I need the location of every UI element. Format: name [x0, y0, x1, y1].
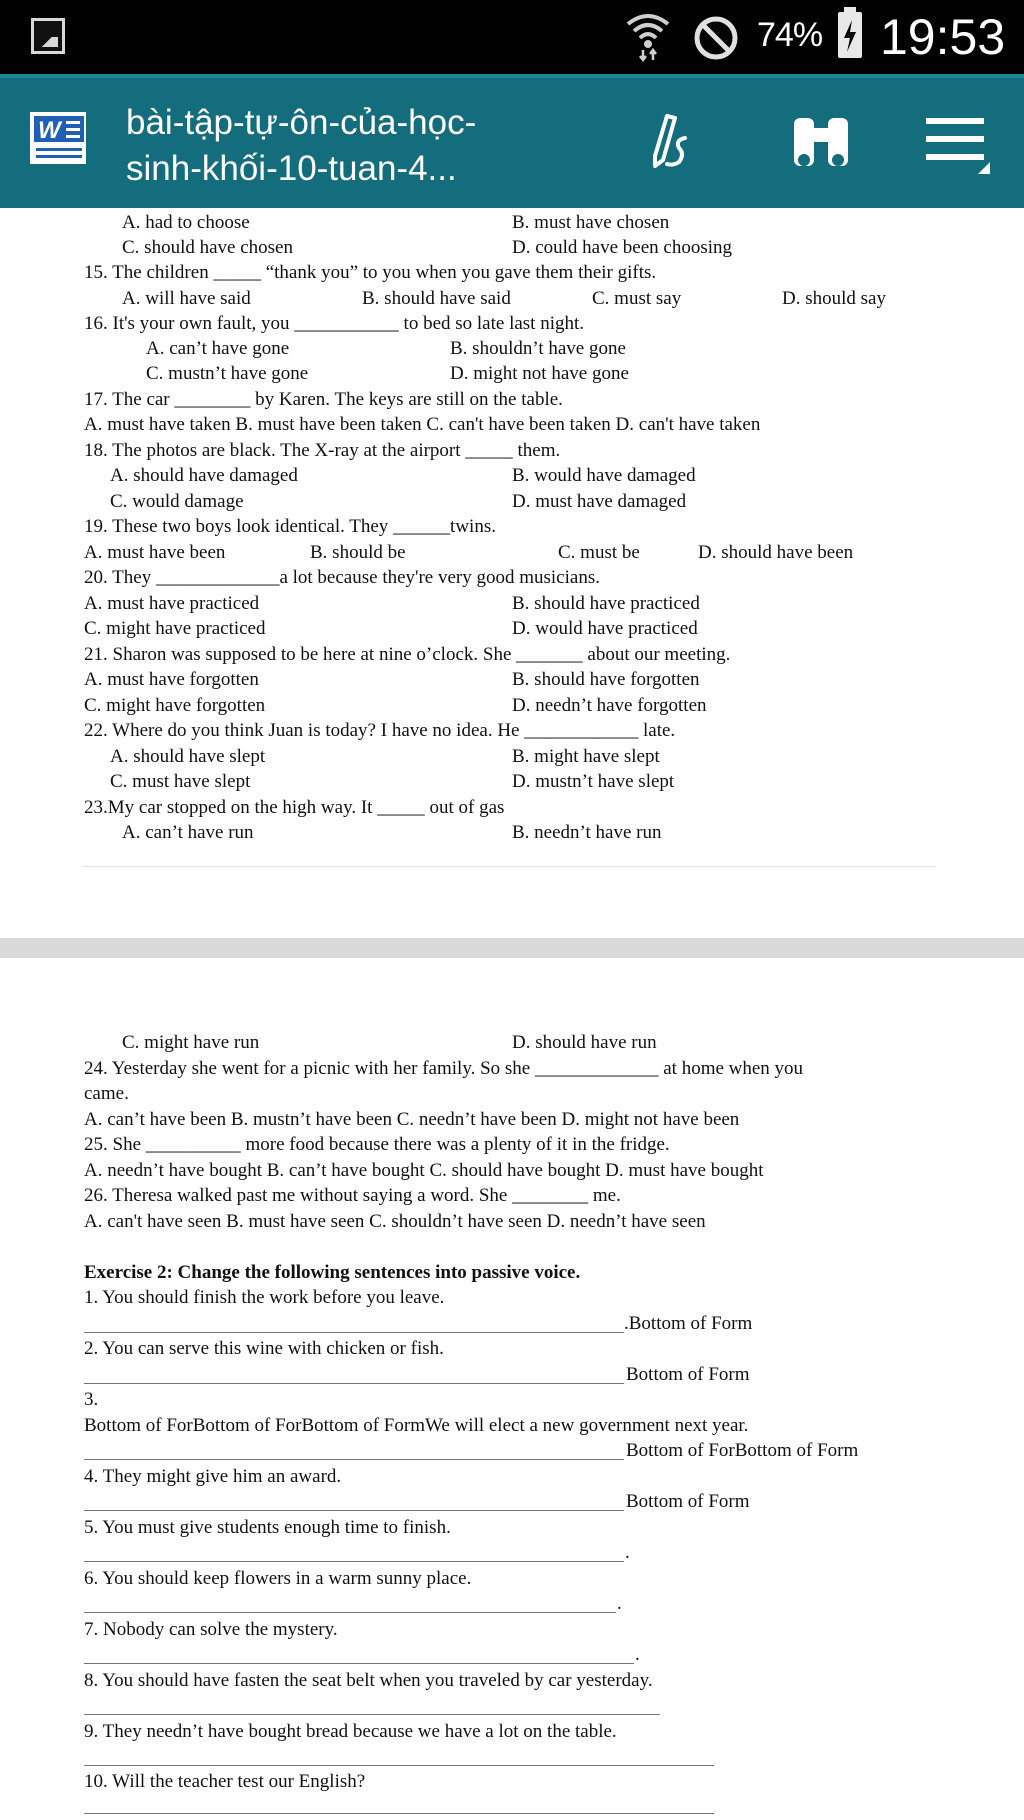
battery-percent: 74% [757, 16, 823, 54]
question-21: 21. Sharon was supposed to be here at nine o’clock. She _______ about our meeting. [84, 644, 731, 665]
svg-text:W: W [38, 117, 61, 144]
sentence-6: 6. You should keep flowers in a warm sunny place. [84, 1568, 472, 1589]
q18-option-a: A. should have damaged [110, 465, 298, 486]
sentence-2-tail: Bottom of Form [626, 1364, 750, 1385]
binoculars-icon[interactable] [790, 114, 852, 174]
q15-option-a: A. will have said [122, 288, 251, 309]
q16-option-d: D. might not have gone [450, 363, 629, 384]
q15-option-d: D. should say [782, 288, 886, 309]
question-26: 26. Theresa walked past me without saying a word. She ________ me. [84, 1185, 621, 1206]
q22-option-c: C. must have slept [110, 771, 251, 792]
battery-charging-icon [838, 12, 862, 58]
answer-line-9 [84, 1765, 714, 1766]
question-18: 18. The photos are black. The X-ray at the airport _____ them. [84, 440, 561, 461]
question-15: 15. The children _____ “thank you” to you when you gave them their gifts. [84, 262, 657, 283]
sentence-9: 9. They needn’t have bought bread because we have a lot on the table. [84, 1721, 617, 1742]
q26-options: A. can't have seen B. must have seen C. shouldn’t have seen D. needn’t have seen [84, 1211, 706, 1232]
question-16: 16. It's your own fault, you ___________ to bed so late last night. [84, 313, 585, 334]
q19-option-a: A. must have been [84, 542, 226, 563]
q21-option-d: D. needn’t have forgotten [512, 695, 707, 716]
q14-option-a: A. had to choose [122, 212, 250, 233]
q19-option-d: D. should have been [698, 542, 854, 563]
q21-option-b: B. should have forgotten [512, 669, 700, 690]
sentence-3-tail: Bottom of ForBottom of Form [626, 1440, 859, 1461]
sentence-5-tail: . [625, 1542, 630, 1563]
answer-line-4 [84, 1510, 624, 1511]
question-22: 22. Where do you think Juan is today? I have no idea. He ____________ late. [84, 720, 676, 741]
menu-icon[interactable] [920, 114, 990, 174]
q22-option-b: B. might have slept [512, 746, 660, 767]
sentence-8: 8. You should have fasten the seat belt when you traveled by car yesterday. [84, 1670, 653, 1691]
q22-option-a: A. should have slept [110, 746, 266, 767]
q24-options: A. can’t have been B. mustn’t have been C. needn’t have been D. might not have been [84, 1109, 740, 1130]
q14-option-c: C. should have chosen [122, 237, 293, 258]
q16-option-b: B. shouldn’t have gone [450, 338, 626, 359]
sentence-3-number: 3. [84, 1389, 99, 1410]
q23-option-b: B. needn’t have run [512, 822, 662, 843]
title-line-1: bài-tập-tự-ôn-của-học- [126, 103, 477, 142]
clock: 19:53 [880, 9, 1006, 65]
wifi-icon [625, 10, 671, 62]
sentence-3: Bottom of ForBottom of ForBottom of FormWe will elect a new government next year. [84, 1415, 749, 1436]
edit-pen-icon[interactable] [645, 108, 715, 178]
q19-option-c: C. must be [558, 542, 640, 563]
sentence-6-tail: . [617, 1593, 622, 1614]
q23-option-d: D. should have run [512, 1032, 657, 1053]
q16-option-c: C. mustn’t have gone [146, 363, 309, 384]
status-bar [0, 0, 1024, 74]
answer-line-1 [84, 1332, 624, 1333]
question-17: 17. The car ________ by Karen. The keys are still on the table. [84, 389, 563, 410]
question-19: 19. These two boys look identical. They ______twins. [84, 516, 496, 537]
sentence-5: 5. You must give students enough time to finish. [84, 1517, 451, 1538]
q15-option-c: C. must say [592, 288, 682, 309]
q21-option-c: C. might have forgotten [84, 695, 266, 716]
q18-option-b: B. would have damaged [512, 465, 696, 486]
document-page-2[interactable] [0, 958, 1024, 1820]
answer-line-5 [84, 1561, 624, 1562]
sentence-7-tail: . [635, 1644, 640, 1665]
question-24-continued: came. [84, 1083, 129, 1104]
q20-option-c: C. might have practiced [84, 618, 266, 639]
do-not-disturb-icon [692, 14, 740, 62]
sentence-4: 4. They might give him an award. [84, 1466, 342, 1487]
question-24: 24. Yesterday she went for a picnic with her family. So she _____________ at home when you [84, 1058, 804, 1079]
answer-line-8 [84, 1714, 660, 1715]
title-line-2: sinh-khối-10-tuan-4... [126, 149, 457, 188]
answer-line-7 [84, 1663, 634, 1664]
sentence-1: 1. You should finish the work before you leave. [84, 1287, 445, 1308]
q19-option-b: B. should be [310, 542, 406, 563]
q15-option-b: B. should have said [362, 288, 511, 309]
q21-option-a: A. must have forgotten [84, 669, 259, 690]
sentence-10: 10. Will the teacher test our English? [84, 1771, 366, 1792]
q23-option-a: A. can’t have run [122, 822, 254, 843]
page-footer-rule [82, 866, 936, 867]
exercise-2-heading: Exercise 2: Change the following sentences into passive voice. [84, 1262, 581, 1283]
app-bar [0, 74, 1024, 208]
q20-option-d: D. would have practiced [512, 618, 698, 639]
gallery-icon [31, 18, 65, 54]
question-23: 23.My car stopped on the high way. It _____ out of gas [84, 797, 505, 818]
answer-line-6 [84, 1612, 616, 1613]
q22-option-d: D. mustn’t have slept [512, 771, 675, 792]
answer-line-10 [84, 1813, 714, 1814]
answer-line-3 [84, 1459, 624, 1460]
question-20: 20. They _____________a lot because they're very good musicians. [84, 567, 600, 588]
sentence-4-tail: Bottom of Form [626, 1491, 750, 1512]
q20-option-a: A. must have practiced [84, 593, 260, 614]
document-title [126, 100, 566, 192]
sentence-2: 2. You can serve this wine with chicken or fish. [84, 1338, 444, 1359]
sentence-7: 7. Nobody can solve the mystery. [84, 1619, 338, 1640]
word-doc-icon[interactable] [30, 108, 90, 168]
q23-option-c: C. might have run [122, 1032, 260, 1053]
q20-option-b: B. should have practiced [512, 593, 700, 614]
page-gap [0, 938, 1024, 958]
q16-option-a: A. can’t have gone [146, 338, 290, 359]
q14-option-d: D. could have been choosing [512, 237, 733, 258]
sentence-1-tail: .Bottom of Form [624, 1313, 753, 1334]
question-25: 25. She __________ more food because there was a plenty of it in the fridge. [84, 1134, 670, 1155]
answer-line-2 [84, 1383, 624, 1384]
q18-option-d: D. must have damaged [512, 491, 687, 512]
q14-option-b: B. must have chosen [512, 212, 670, 233]
q17-options: A. must have taken B. must have been taken C. can't have been taken D. can't have taken [84, 414, 761, 435]
document-page-1[interactable] [0, 208, 1024, 938]
q18-option-c: C. would damage [110, 491, 244, 512]
q25-options: A. needn’t have bought B. can’t have bought C. should have bought D. must have bought [84, 1160, 764, 1181]
